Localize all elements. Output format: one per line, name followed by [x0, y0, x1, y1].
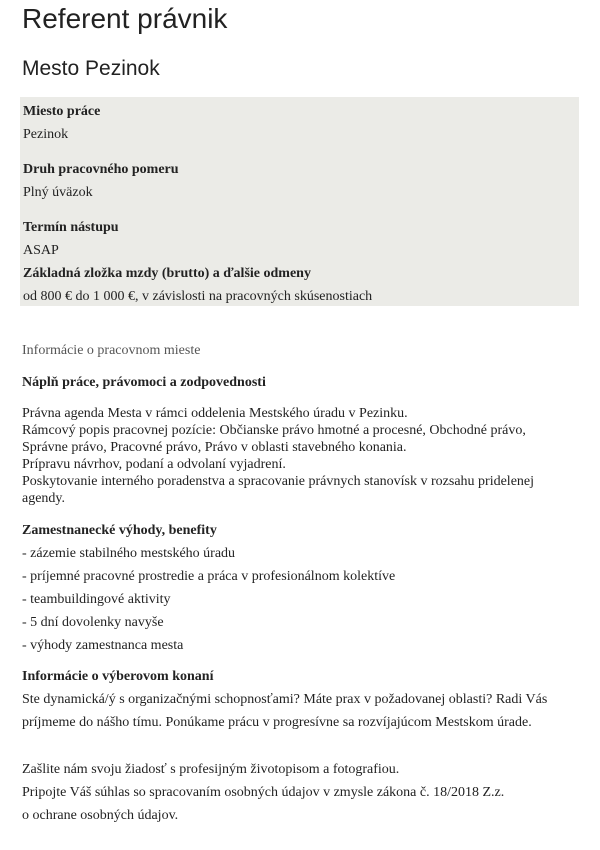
duties-paragraph: [22, 405, 582, 507]
job-title: Referent právnik: [22, 3, 228, 34]
location-label: Miesto práce: [23, 104, 101, 119]
start-date-label: Termín nástupu: [23, 220, 119, 235]
salary-value: od 800 € do 1 000 €, v závislosti na pracovných skúsenostiach: [23, 289, 373, 304]
duties-line: Právna agenda Mesta v rámci oddelenia Mestského úradu v Pezinku.: [22, 406, 408, 421]
apply-line: Zašlite nám svoju žiadosť s profesijným životopisom a fotografiou.: [22, 762, 400, 777]
duties-line: Rámcový popis pracovnej pozície: Občianske právo hmotné a procesné, Obchodné právo,: [22, 423, 526, 438]
selection-heading: Informácie o výberovom konaní: [22, 669, 214, 684]
benefits-heading: Zamestnanecké výhody, benefity: [22, 523, 217, 538]
benefit-item: - 5 dní dovolenky navyše: [22, 615, 164, 630]
duties-line: Správne právo, Pracovné právo, Právo v oblasti stavebného konania.: [22, 440, 407, 455]
employer-name: Mesto Pezinok: [22, 57, 160, 80]
start-date-value: ASAP: [23, 243, 59, 258]
benefit-item: - zázemie stabilného mestského úradu: [22, 546, 236, 561]
apply-line: o ochrane osobných údajov.: [22, 808, 179, 823]
duties-line: Poskytovanie interného poradenstva a spracovanie právnych stanovísk v rozsahu pridelenej: [22, 474, 535, 489]
duties-line: Prípravu návrhov, podaní a odvolaní vyjadrení.: [22, 457, 286, 472]
salary-label: Základná zložka mzdy (brutto) a ďalšie odmeny: [23, 266, 311, 281]
apply-line: Pripojte Váš súhlas so spracovaním osobných údajov v zmysle zákona č. 18/2018 Z.z.: [22, 785, 505, 800]
employment-type-value: Plný úväzok: [23, 185, 93, 200]
duties-line: agendy.: [22, 491, 66, 506]
job-summary-box: [20, 97, 579, 306]
employment-type-label: Druh pracovného pomeru: [23, 162, 179, 177]
selection-line: príjmeme do nášho tímu. Ponúkame prácu v progresívne sa rozvíjajúcom Mestskom úrade.: [22, 715, 532, 730]
location-value: Pezinok: [23, 127, 69, 142]
benefit-item: - príjemné pracovné prostredie a práca v profesionálnom kolektíve: [22, 569, 396, 584]
section-title: Informácie o pracovnom mieste: [22, 343, 201, 358]
benefit-item: - teambuildingové aktivity: [22, 592, 171, 607]
benefit-item: - výhody zamestnanca mesta: [22, 638, 184, 653]
duties-heading: Náplň práce, právomoci a zodpovednosti: [22, 375, 266, 390]
selection-line: Ste dynamická/ý s organizačnými schopnosťami? Máte prax v požadovanej oblasti? Radi Vás: [22, 692, 548, 707]
